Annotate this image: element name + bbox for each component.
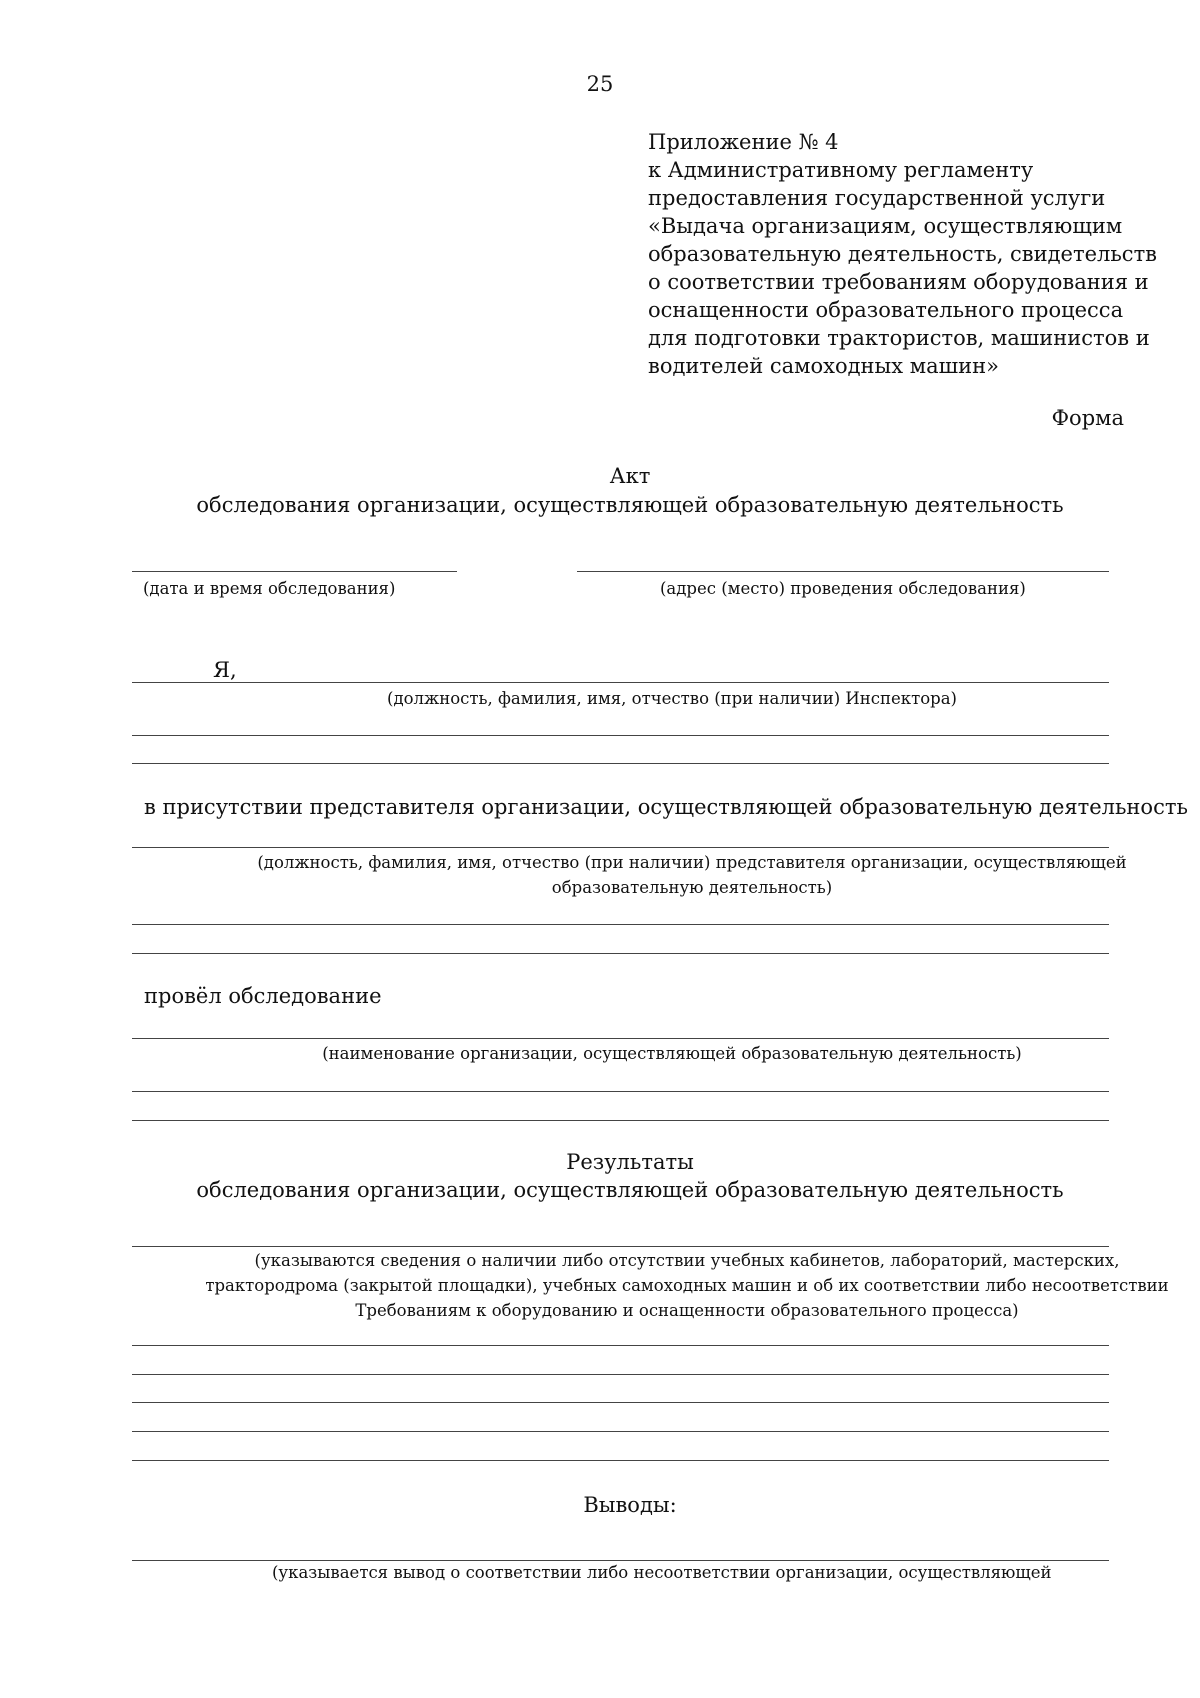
appendix-line: предоставления государственной услуги <box>648 186 1106 210</box>
conclusions-title: Выводы: <box>583 1493 677 1517</box>
blank-line[interactable] <box>132 1402 1109 1403</box>
results-caption-line: Требованиям к оборудованию и оснащенности образовательного процесса) <box>355 1301 1019 1320</box>
representative-line[interactable] <box>132 847 1109 848</box>
appendix-line: водителей самоходных машин» <box>648 354 1000 378</box>
appendix-header <box>648 128 1157 380</box>
presence-text: в присутствии представителя организации, осуществляющей образовательную деятельность <box>144 795 1188 819</box>
page-number: 25 <box>586 72 614 96</box>
blank-line[interactable] <box>132 1120 1109 1121</box>
blank-line[interactable] <box>132 1431 1109 1432</box>
appendix-line: Приложение № 4 <box>648 130 839 154</box>
blank-line[interactable] <box>132 1460 1109 1461</box>
inspector-caption: (должность, фамилия, имя, отчество (при наличии) Инспектора) <box>387 689 957 708</box>
inspector-line[interactable] <box>132 682 1109 683</box>
date-caption: (дата и время обследования) <box>143 579 396 598</box>
appendix-line: образовательную деятельность, свидетельств <box>648 242 1158 266</box>
results-title: Результаты <box>566 1150 694 1174</box>
representative-caption <box>132 850 1200 900</box>
appendix-line: «Выдача организациям, осуществляющим <box>648 214 1123 238</box>
blank-line[interactable] <box>132 735 1109 736</box>
blank-line[interactable] <box>132 763 1109 764</box>
results-caption-line: (указываются сведения о наличии либо отсутствии учебных кабинетов, лабораторий, мастерских, <box>254 1251 1120 1270</box>
appendix-line: к Административному регламенту <box>648 158 1034 182</box>
conducted-text: провёл обследование <box>144 984 382 1008</box>
date-line[interactable] <box>132 571 457 572</box>
blank-line[interactable] <box>132 1374 1109 1375</box>
appendix-line: о соответствии требованиям оборудования и <box>648 270 1149 294</box>
act-subtitle: обследования организации, осуществляющей образовательную деятельность <box>196 493 1064 517</box>
results-subtitle: обследования организации, осуществляющей образовательную деятельность <box>196 1178 1064 1202</box>
appendix-line: оснащенности образовательного процесса <box>648 298 1124 322</box>
form-label: Форма <box>1051 406 1124 430</box>
organization-line[interactable] <box>132 1038 1109 1039</box>
blank-line[interactable] <box>132 1345 1109 1346</box>
act-title: Акт <box>609 464 651 488</box>
ya-label: Я, <box>213 658 237 682</box>
representative-caption-line: (должность, фамилия, имя, отчество (при наличии) представителя организации, осуществляющей <box>257 853 1127 872</box>
results-caption <box>132 1248 1200 1323</box>
blank-line[interactable] <box>132 924 1109 925</box>
address-line[interactable] <box>577 571 1109 572</box>
address-caption: (адрес (место) проведения обследования) <box>660 579 1026 598</box>
conclusions-line[interactable] <box>132 1560 1109 1561</box>
results-line[interactable] <box>132 1246 1109 1247</box>
representative-caption-line: образовательную деятельность) <box>551 878 833 897</box>
conclusions-caption: (указывается вывод о соответствии либо несоответствии организации, осуществляющей <box>272 1563 1052 1582</box>
organization-caption: (наименование организации, осуществляющей образовательную деятельность) <box>322 1044 1022 1063</box>
results-caption-line: трактородрома (закрытой площадки), учебных самоходных машин и об их соответствии либо несоответствии <box>205 1276 1169 1295</box>
blank-line[interactable] <box>132 1091 1109 1092</box>
appendix-line: для подготовки трактористов, машинистов и <box>648 326 1150 350</box>
blank-line[interactable] <box>132 953 1109 954</box>
